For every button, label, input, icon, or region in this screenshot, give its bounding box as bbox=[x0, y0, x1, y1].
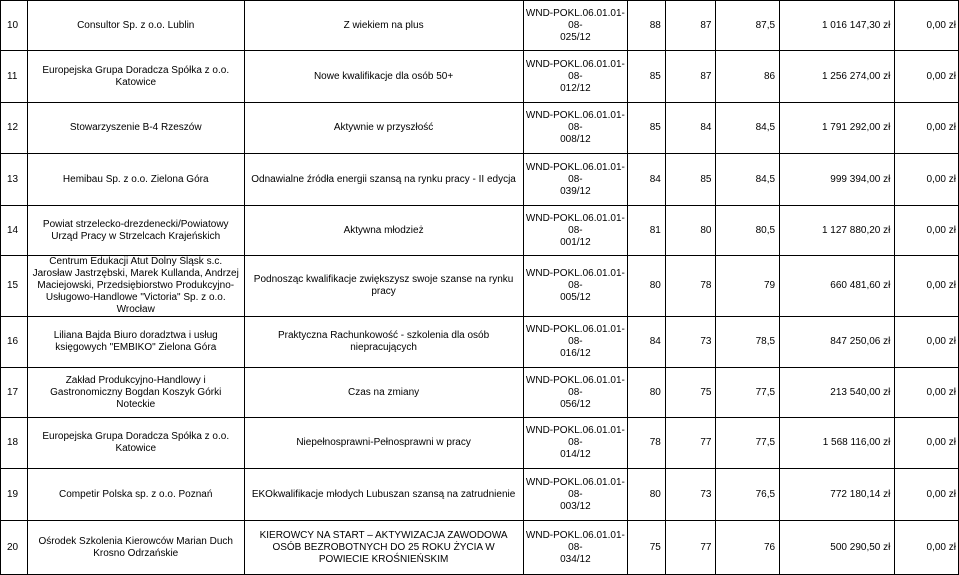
applicant-name: Europejska Grupa Doradcza Spółka z o.o. Katowice bbox=[27, 418, 244, 469]
applicant-name: Europejska Grupa Doradcza Spółka z o.o. Katowice bbox=[27, 51, 244, 103]
requested-amount: 1 256 274,00 zł bbox=[780, 51, 895, 103]
average-score: 79 bbox=[716, 256, 780, 317]
score-2: 73 bbox=[665, 469, 716, 521]
average-score: 80,5 bbox=[716, 206, 780, 256]
score-1: 84 bbox=[628, 317, 666, 368]
application-code-suffix: 003/12 bbox=[560, 500, 591, 512]
requested-amount: 500 290,50 zł bbox=[780, 521, 895, 575]
applicant-name: Competir Polska sp. z o.o. Poznań bbox=[27, 469, 244, 521]
score-1: 75 bbox=[628, 521, 666, 575]
applicant-name: Zakład Produkcyjno-Handlowy i Gastronomiczny Bogdan Koszyk Górki Noteckie bbox=[27, 368, 244, 418]
score-2: 80 bbox=[665, 206, 716, 256]
application-code-prefix: WND-POKL.06.01.01-08- bbox=[525, 324, 625, 347]
application-code-prefix: WND-POKL.06.01.01-08- bbox=[525, 7, 625, 31]
average-score: 78,5 bbox=[716, 317, 780, 368]
row-number: 13 bbox=[1, 154, 28, 206]
score-1: 85 bbox=[628, 51, 666, 103]
row-number: 12 bbox=[1, 103, 28, 154]
score-2: 87 bbox=[665, 1, 716, 51]
granted-amount: 0,00 zł bbox=[895, 1, 959, 51]
granted-amount: 0,00 zł bbox=[895, 418, 959, 469]
application-code bbox=[523, 368, 628, 418]
application-code-suffix: 008/12 bbox=[560, 134, 591, 145]
score-2: 73 bbox=[665, 317, 716, 368]
table-row bbox=[1, 154, 959, 206]
application-code-prefix: WND-POKL.06.01.01-08- bbox=[525, 374, 625, 398]
row-number: 16 bbox=[1, 317, 28, 368]
application-code bbox=[523, 206, 628, 256]
applicant-name: Consultor Sp. z o.o. Lublin bbox=[27, 1, 244, 51]
average-score: 87,5 bbox=[716, 1, 780, 51]
application-code bbox=[523, 418, 628, 469]
table-row bbox=[1, 256, 959, 317]
project-title: Aktywna młodzież bbox=[244, 206, 523, 256]
application-code-suffix: 039/12 bbox=[560, 185, 591, 197]
application-code-prefix: WND-POKL.06.01.01-08- bbox=[525, 110, 625, 133]
row-number: 18 bbox=[1, 418, 28, 469]
score-1: 85 bbox=[628, 103, 666, 154]
table-row bbox=[1, 368, 959, 418]
requested-amount: 213 540,00 zł bbox=[780, 368, 895, 418]
application-code-suffix: 014/12 bbox=[560, 449, 591, 460]
application-code-suffix: 025/12 bbox=[560, 31, 591, 43]
application-code-suffix: 005/12 bbox=[560, 292, 591, 303]
applicant-name: Ośrodek Szkolenia Kierowców Marian Duch Krosno Odrzańskie bbox=[27, 521, 244, 575]
applicant-name: Liliana Bajda Biuro doradztwa i usług księgowych "EMBIKO" Zielona Góra bbox=[27, 317, 244, 368]
project-title: Odnawialne źródła energii szansą na rynku pracy - II edycja bbox=[244, 154, 523, 206]
table-row bbox=[1, 521, 959, 575]
score-2: 77 bbox=[665, 418, 716, 469]
row-number: 15 bbox=[1, 256, 28, 317]
application-code bbox=[523, 103, 628, 154]
granted-amount: 0,00 zł bbox=[895, 317, 959, 368]
table-row bbox=[1, 51, 959, 103]
granted-amount: 0,00 zł bbox=[895, 469, 959, 521]
average-score: 84,5 bbox=[716, 154, 780, 206]
project-title: Aktywnie w przyszłość bbox=[244, 103, 523, 154]
applicant-name: Powiat strzelecko-drezdenecki/Powiatowy Urząd Pracy w Strzelcach Krajeńskich bbox=[27, 206, 244, 256]
score-1: 80 bbox=[628, 256, 666, 317]
requested-amount: 847 250,06 zł bbox=[780, 317, 895, 368]
score-1: 88 bbox=[628, 1, 666, 51]
row-number: 11 bbox=[1, 51, 28, 103]
project-title: Niepełnosprawni-Pełnosprawni w pracy bbox=[244, 418, 523, 469]
applicant-name: Hemibau Sp. z o.o. Zielona Góra bbox=[27, 154, 244, 206]
table-row bbox=[1, 469, 959, 521]
score-2: 78 bbox=[665, 256, 716, 317]
project-title: Czas na zmiany bbox=[244, 368, 523, 418]
requested-amount: 1 016 147,30 zł bbox=[780, 1, 895, 51]
granted-amount: 0,00 zł bbox=[895, 368, 959, 418]
applicant-name: Centrum Edukacji Atut Dolny Śląsk s.c. Jarosław Jastrzębski, Marek Kullanda, Andrzej Maciejowski, Przedsiębiorstwo Produkcyjno-Usługowo-Handlowe "Victoria" Sp. z o.o. Wrocław bbox=[27, 256, 244, 317]
application-code-suffix: 012/12 bbox=[560, 82, 591, 94]
score-1: 80 bbox=[628, 469, 666, 521]
score-1: 78 bbox=[628, 418, 666, 469]
average-score: 76 bbox=[716, 521, 780, 575]
application-code-prefix: WND-POKL.06.01.01-08- bbox=[525, 58, 625, 82]
granted-amount: 0,00 zł bbox=[895, 521, 959, 575]
table-row bbox=[1, 206, 959, 256]
application-code-prefix: WND-POKL.06.01.01-08- bbox=[525, 529, 625, 553]
table-body bbox=[1, 1, 959, 575]
row-number: 17 bbox=[1, 368, 28, 418]
granted-amount: 0,00 zł bbox=[895, 256, 959, 317]
project-title: Z wiekiem na plus bbox=[244, 1, 523, 51]
project-title: Podnosząc kwalifikacje zwiększysz swoje szanse na rynku pracy bbox=[244, 256, 523, 317]
application-code-prefix: WND-POKL.06.01.01-08- bbox=[525, 161, 625, 185]
table-row bbox=[1, 418, 959, 469]
average-score: 86 bbox=[716, 51, 780, 103]
score-2: 85 bbox=[665, 154, 716, 206]
project-title: Praktyczna Rachunkowość - szkolenia dla osób niepracujących bbox=[244, 317, 523, 368]
average-score: 77,5 bbox=[716, 368, 780, 418]
table-row bbox=[1, 103, 959, 154]
application-code-prefix: WND-POKL.06.01.01-08- bbox=[525, 268, 625, 291]
application-code-prefix: WND-POKL.06.01.01-08- bbox=[525, 425, 625, 448]
applicant-name: Stowarzyszenie B-4 Rzeszów bbox=[27, 103, 244, 154]
requested-amount: 772 180,14 zł bbox=[780, 469, 895, 521]
granted-amount: 0,00 zł bbox=[895, 51, 959, 103]
average-score: 76,5 bbox=[716, 469, 780, 521]
score-1: 84 bbox=[628, 154, 666, 206]
application-code-suffix: 016/12 bbox=[560, 348, 591, 359]
requested-amount: 999 394,00 zł bbox=[780, 154, 895, 206]
application-code bbox=[523, 521, 628, 575]
application-code bbox=[523, 256, 628, 317]
table-row bbox=[1, 1, 959, 51]
average-score: 84,5 bbox=[716, 103, 780, 154]
project-title: Nowe kwalifikacje dla osób 50+ bbox=[244, 51, 523, 103]
application-code-suffix: 034/12 bbox=[560, 553, 591, 565]
application-code bbox=[523, 1, 628, 51]
project-title: KIEROWCY NA START – AKTYWIZACJA ZAWODOWA OSÓB BEZROBOTNYCH DO 25 ROKU ŻYCIA W POWIECIE KROŚNIEŃSKIM bbox=[244, 521, 523, 575]
project-title: EKOkwalifikacje młodych Lubuszan szansą na zatrudnienie bbox=[244, 469, 523, 521]
requested-amount: 1 791 292,00 zł bbox=[780, 103, 895, 154]
score-2: 77 bbox=[665, 521, 716, 575]
row-number: 20 bbox=[1, 521, 28, 575]
row-number: 10 bbox=[1, 1, 28, 51]
application-code bbox=[523, 154, 628, 206]
row-number: 19 bbox=[1, 469, 28, 521]
requested-amount: 1 568 116,00 zł bbox=[780, 418, 895, 469]
application-code-prefix: WND-POKL.06.01.01-08- bbox=[525, 476, 625, 500]
application-code-prefix: WND-POKL.06.01.01-08- bbox=[525, 212, 625, 236]
application-code-suffix: 001/12 bbox=[560, 236, 591, 248]
application-code bbox=[523, 469, 628, 521]
table-row bbox=[1, 317, 959, 368]
requested-amount: 1 127 880,20 zł bbox=[780, 206, 895, 256]
average-score: 77,5 bbox=[716, 418, 780, 469]
score-1: 80 bbox=[628, 368, 666, 418]
granted-amount: 0,00 zł bbox=[895, 206, 959, 256]
score-2: 75 bbox=[665, 368, 716, 418]
row-number: 14 bbox=[1, 206, 28, 256]
application-code bbox=[523, 317, 628, 368]
application-code-suffix: 056/12 bbox=[560, 398, 591, 410]
score-1: 81 bbox=[628, 206, 666, 256]
requested-amount: 660 481,60 zł bbox=[780, 256, 895, 317]
application-code bbox=[523, 51, 628, 103]
score-2: 87 bbox=[665, 51, 716, 103]
score-2: 84 bbox=[665, 103, 716, 154]
granted-amount: 0,00 zł bbox=[895, 103, 959, 154]
granted-amount: 0,00 zł bbox=[895, 154, 959, 206]
